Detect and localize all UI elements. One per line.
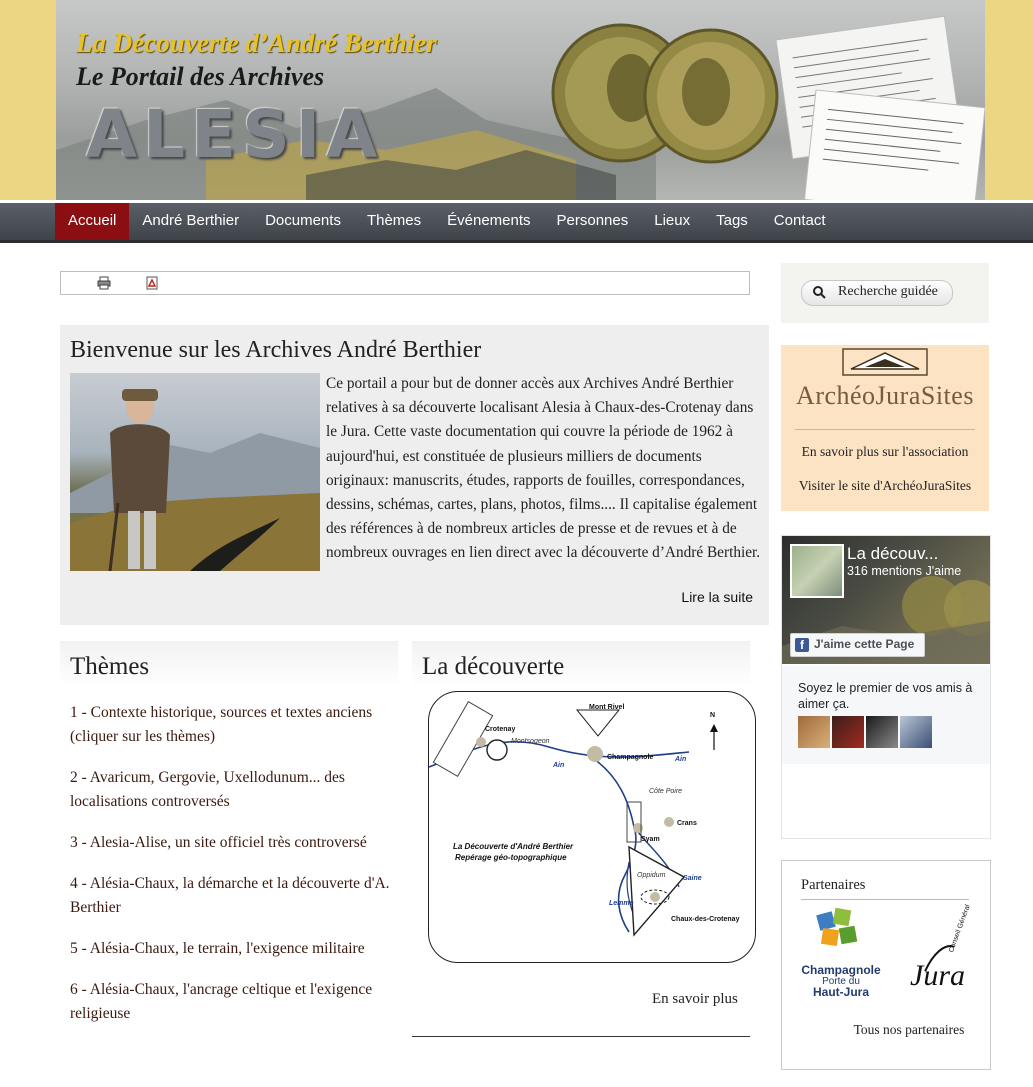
- ajs-site-link[interactable]: Visiter le site d'ArchéoJuraSites: [798, 478, 972, 493]
- map-label-lemme: Lemme: [609, 900, 634, 907]
- nav-item-evenements[interactable]: Événements: [447, 212, 531, 229]
- main-nav: [0, 203, 1033, 243]
- decouverte-divider: [412, 1036, 750, 1037]
- champagnole-logo-line1: Champagnole: [801, 963, 881, 977]
- ajs-association-link[interactable]: En savoir plus sur l'association: [801, 444, 969, 459]
- puzzle-logo-icon[interactable]: [782, 861, 990, 971]
- archeojurasites-name[interactable]: ArchéoJuraSites: [796, 381, 974, 410]
- decouverte-title: La découverte: [422, 653, 565, 680]
- guided-search-button[interactable]: [801, 280, 953, 306]
- map-label-saine: Saine: [683, 875, 702, 882]
- welcome-description: Ce portail a pour but de donner accès aux Archives André Berthier relatives à sa découverte localisant Alesia à Chaux-des-Crotenay dans le Jura. Cette vaste documentation qui couvre la période de 1962 à aujourd'hui, est constituée de plusieurs milliers de documents originaux: manuscrits, études, rapports de fouilles, correspondances, dessins, schémas, cartes, plans, photos, films.... Il capitalise également des références à de nombreux articles de presse et de revues et à de nombreux ouvrages en lien direct avec la découverte d’André Berthier.: [326, 375, 761, 562]
- welcome-section: [60, 325, 769, 625]
- facebook-like-button[interactable]: [790, 633, 925, 657]
- map-caption-line2: Repérage géo-topographique: [455, 853, 567, 862]
- pdf-icon[interactable]: [145, 276, 159, 290]
- ajs-divider: [795, 429, 975, 430]
- banner-title: La Découverte d’André Berthier: [76, 28, 437, 58]
- map-label-oppidum: Oppidum: [637, 872, 666, 879]
- map-label-cote-poire: Côte Poire: [649, 788, 683, 795]
- coin-vercingetorix-icon: [645, 30, 777, 162]
- partners-title: Partenaires: [801, 877, 866, 893]
- welcome-title: Bienvenue sur les Archives André Berthier: [70, 337, 482, 363]
- site-banner[interactable]: [56, 0, 985, 200]
- map-label-ain-1: Ain: [553, 762, 565, 769]
- nav-item-tags[interactable]: Tags: [716, 212, 748, 229]
- conseil-general-label: Conseil Général: [948, 903, 972, 954]
- banner-logo-alesia: ALESIA: [86, 96, 384, 173]
- decouverte-more-link[interactable]: En savoir plus: [652, 991, 738, 1007]
- partners-box: [781, 860, 991, 1070]
- printer-icon[interactable]: [97, 276, 111, 290]
- read-more-link[interactable]: Lire la suite: [681, 589, 753, 605]
- map-label-syam: Syam: [641, 836, 660, 843]
- banner-side-right: [985, 0, 1033, 200]
- map-label-crans: Crans: [677, 820, 697, 827]
- banner-subtitle: Le Portail des Archives: [76, 62, 325, 91]
- facebook-friends-text: Soyez le premier de vos amis à aimer ça.: [798, 681, 973, 711]
- theme-item[interactable]: 5 - Alésia-Chaux, le terrain, l'exigence militaire: [70, 940, 365, 957]
- archeojurasites-box: [781, 345, 989, 511]
- avatar[interactable]: [900, 716, 932, 748]
- map-label-north: N: [710, 712, 716, 719]
- decouverte-section: [412, 641, 750, 1041]
- facebook-friends-panel: [782, 666, 990, 764]
- banner-side-left: [0, 0, 56, 200]
- all-partners-link[interactable]: Tous nos partenaires: [853, 1022, 965, 1037]
- avatar[interactable]: [832, 716, 864, 748]
- nav-item-contact[interactable]: Contact: [773, 212, 826, 229]
- theme-item[interactable]: 1 - Contexte historique, sources et textes anciens (cliquer sur les thèmes): [70, 704, 373, 745]
- nav-item-andre-berthier[interactable]: André Berthier: [142, 212, 240, 229]
- map-label-ain-2: Ain: [675, 756, 687, 763]
- theme-item[interactable]: 3 - Alesia-Alise, un site officiel très controversé: [70, 834, 367, 851]
- themes-list: [70, 701, 395, 1043]
- search-icon: [812, 285, 826, 299]
- guided-search-box: [781, 263, 989, 323]
- theme-item[interactable]: 6 - Alésia-Chaux, l'ancrage celtique et l'exigence religieuse: [70, 981, 373, 1022]
- map-label-mont-rivel: Mont Rivel: [589, 704, 625, 711]
- champagnole-logo[interactable]: [800, 965, 882, 998]
- theme-item[interactable]: 4 - Alésia-Chaux, la démarche et la découverte d'A. Berthier: [70, 875, 390, 916]
- facebook-likes-count: 316 mentions J'aime: [847, 564, 962, 578]
- themes-title: Thèmes: [70, 653, 150, 680]
- themes-section: [60, 641, 398, 1081]
- map-label-chaux: Chaux-des-Crotenay: [671, 916, 740, 923]
- article-toolbar: [60, 271, 750, 295]
- guided-search-label: Recherche guidée: [838, 284, 938, 299]
- topographic-map[interactable]: [428, 691, 756, 963]
- avatar[interactable]: [798, 716, 830, 748]
- nav-item-lieux[interactable]: Lieux: [654, 212, 691, 229]
- facebook-page-widget: [781, 535, 991, 839]
- jura-logo[interactable]: Jura: [910, 959, 965, 992]
- avatar[interactable]: [866, 716, 898, 748]
- facebook-icon: f: [795, 638, 809, 652]
- nav-item-accueil[interactable]: Accueil: [55, 203, 129, 240]
- map-label-crotenay: Crotenay: [485, 726, 516, 733]
- nav-item-themes[interactable]: Thèmes: [366, 212, 422, 229]
- champagnole-logo-line3: Haut-Jura: [812, 985, 869, 999]
- nav-item-documents[interactable]: Documents: [265, 212, 341, 229]
- map-caption-line1: La Découverte d'André Berthier: [453, 842, 574, 851]
- facebook-page-name[interactable]: La découv...: [847, 544, 939, 563]
- theme-item[interactable]: 2 - Avaricum, Gergovie, Uxellodunum... des localisations controversés: [70, 769, 345, 810]
- andre-berthier-photo: [70, 373, 320, 571]
- facebook-like-label: J'aime cette Page: [814, 637, 915, 651]
- champagnole-logo-line2: Porte du: [822, 976, 860, 987]
- nav-item-personnes[interactable]: Personnes: [556, 212, 629, 229]
- map-label-champagnole: Champagnole: [607, 754, 654, 761]
- facebook-page-thumbnail[interactable]: [790, 544, 844, 598]
- map-label-montsogeon: Montsogeon: [511, 738, 550, 745]
